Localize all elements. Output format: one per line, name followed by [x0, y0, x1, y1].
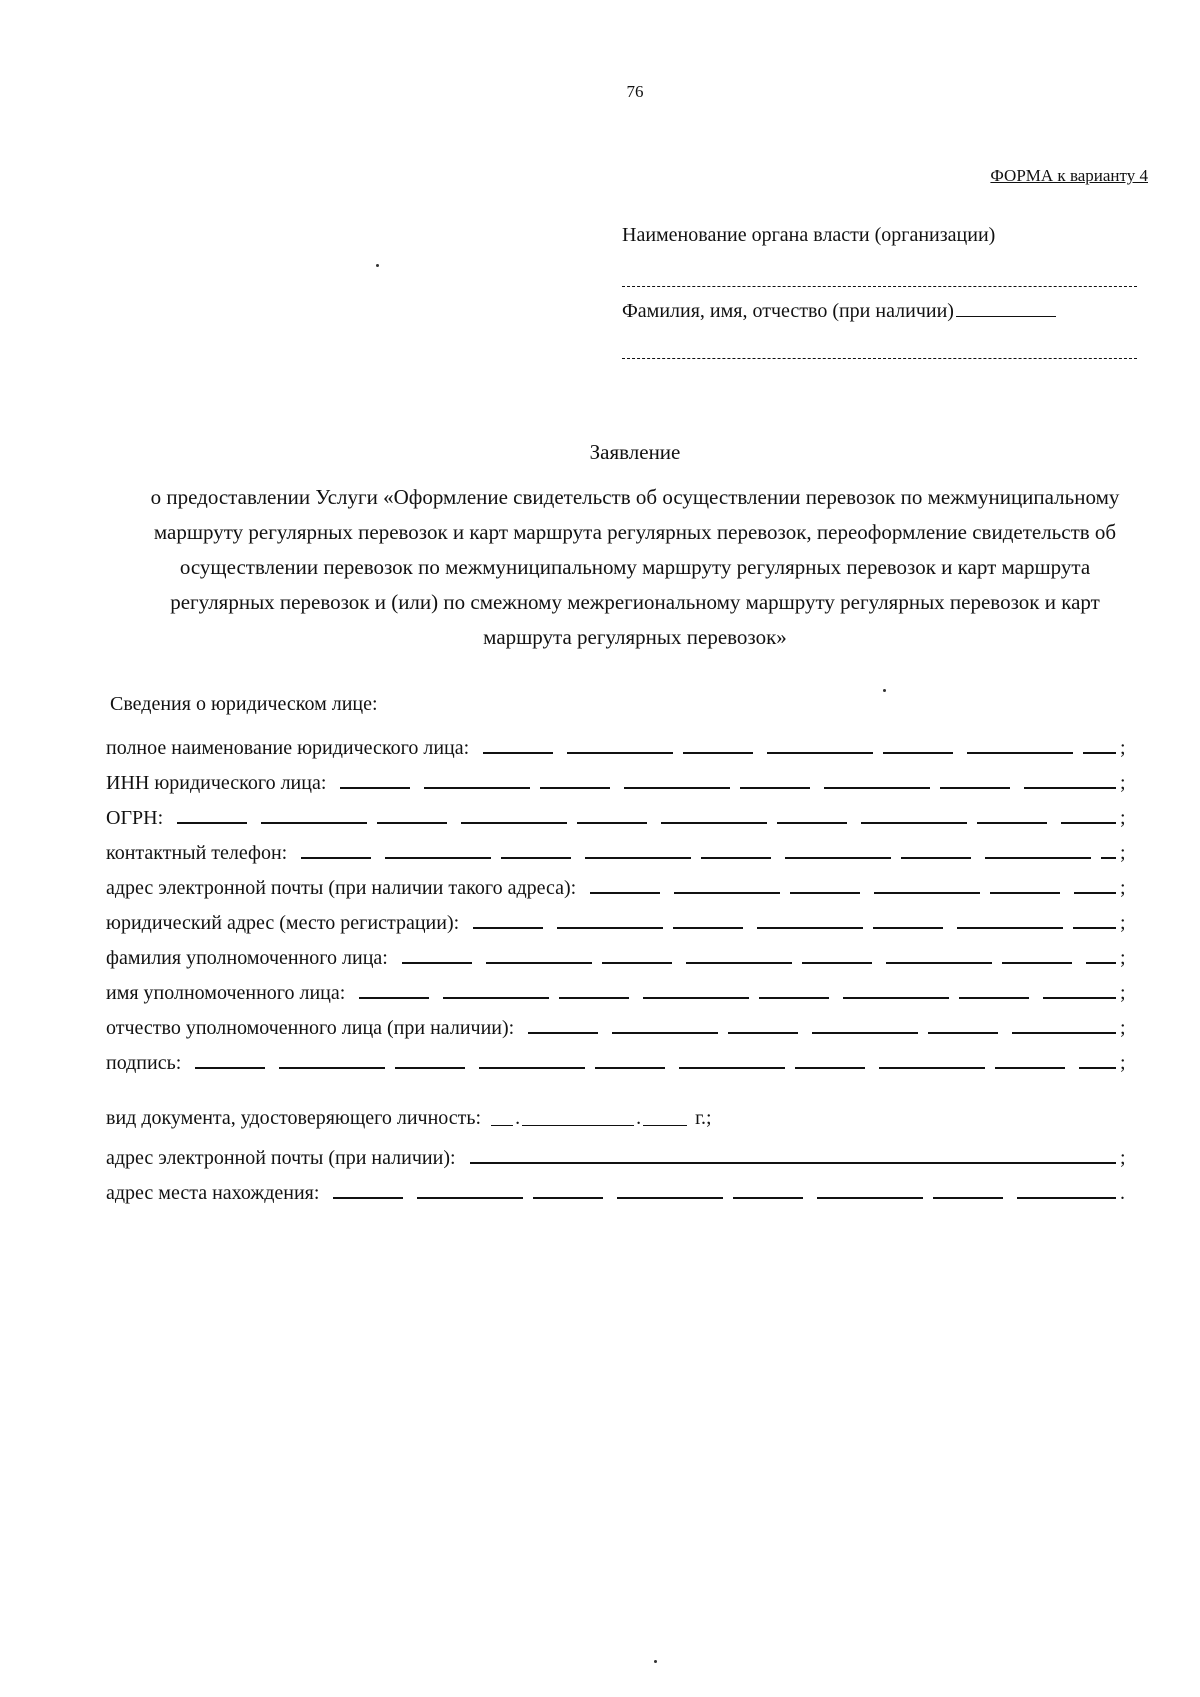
field-legal-address	[106, 905, 1132, 935]
field-label: ИНН юридического лица:	[106, 772, 327, 794]
field-label: имя уполномоченного лица:	[106, 982, 346, 1004]
authority-label: Наименование органа власти (организации)	[622, 224, 996, 246]
doc-suffix: г.;	[695, 1107, 712, 1129]
field-end: ;	[1120, 1017, 1126, 1039]
fio-line[interactable]	[956, 298, 1056, 317]
fill-line[interactable]	[402, 962, 1116, 964]
field-label: адрес электронной почты (при наличии):	[106, 1147, 456, 1169]
field-rep-patronymic	[106, 1010, 1132, 1040]
field-end: ;	[1120, 912, 1126, 934]
authority-line[interactable]	[622, 286, 1137, 287]
field-end: ;	[1120, 1052, 1126, 1074]
fill-line[interactable]	[470, 1162, 1116, 1164]
field-label: вид документа, удостоверяющего личность:	[106, 1107, 482, 1129]
legal-entity-heading: Сведения о юридическом лице:	[110, 693, 378, 715]
fill-line[interactable]	[195, 1067, 1116, 1069]
field-label: адрес электронной почты (при наличии такого адреса):	[106, 877, 577, 899]
scan-speck	[376, 264, 379, 267]
doc-separator: .	[636, 1107, 642, 1129]
field-ogrn	[106, 800, 1132, 830]
field-end: ;	[1120, 982, 1126, 1004]
field-end: ;	[1120, 772, 1126, 794]
field-label: подпись:	[106, 1052, 182, 1074]
form-reference: ФОРМА к варианту 4	[990, 166, 1148, 185]
field-location-address	[106, 1175, 1132, 1205]
field-label: полное наименование юридического лица:	[106, 737, 470, 759]
fill-line[interactable]	[301, 857, 1116, 859]
fio-field	[622, 298, 1056, 323]
field-phone	[106, 835, 1132, 865]
fio-line-2[interactable]	[622, 358, 1137, 359]
field-email-2	[106, 1140, 1132, 1170]
fill-line[interactable]	[333, 1197, 1116, 1199]
doc-blank-1[interactable]	[491, 1105, 513, 1126]
field-label: ОГРН:	[106, 807, 164, 829]
field-end: ;	[1120, 842, 1126, 864]
fio-label: Фамилия, имя, отчество (при наличии)	[622, 300, 954, 322]
field-label: адрес места нахождения:	[106, 1182, 320, 1204]
scan-speck	[883, 689, 886, 692]
field-rep-name	[106, 975, 1132, 1005]
application-title: Заявление	[589, 440, 681, 464]
field-full-name	[106, 730, 1132, 760]
doc-blank-2[interactable]	[522, 1105, 634, 1126]
scan-speck	[654, 1660, 657, 1663]
doc-blank-3[interactable]	[643, 1105, 687, 1126]
field-end: ;	[1120, 947, 1126, 969]
field-label: фамилия уполномоченного лица:	[106, 947, 388, 969]
fill-line[interactable]	[359, 997, 1116, 999]
fill-line[interactable]	[473, 927, 1116, 929]
field-label: отчество уполномоченного лица (при наличии):	[106, 1017, 515, 1039]
field-end: ;	[1120, 1147, 1126, 1169]
fill-line[interactable]	[340, 787, 1116, 789]
field-signature	[106, 1045, 1132, 1075]
field-inn	[106, 765, 1132, 795]
fill-line[interactable]	[590, 892, 1116, 894]
application-subject: о предоставлении Услуги «Оформление свидетельств об осуществлении перевозок по межмуниципальному маршруту регулярных перевозок и карт маршрута регулярных перевозок, переоформление свидетельств об осуществлении перевозок по межмуниципальному маршруту регулярных перевозок и карт маршрута регулярных перевозок и (или) по смежному межрегиональному маршруту регулярных перевозок и карт маршрута регулярных перевозок»	[150, 485, 1120, 649]
field-end: ;	[1120, 807, 1126, 829]
field-end: ;	[1120, 737, 1126, 759]
page-number: 76	[626, 82, 644, 101]
field-label: контактный телефон:	[106, 842, 288, 864]
field-email	[106, 870, 1132, 900]
fill-line[interactable]	[528, 1032, 1116, 1034]
doc-separator: .	[515, 1107, 521, 1129]
field-end: ;	[1120, 877, 1126, 899]
field-end: .	[1120, 1182, 1125, 1204]
fill-line[interactable]	[177, 822, 1116, 824]
field-rep-surname	[106, 940, 1132, 970]
fill-line[interactable]	[483, 752, 1116, 754]
field-label: юридический адрес (место регистрации):	[106, 912, 460, 934]
field-id-document	[106, 1105, 712, 1130]
